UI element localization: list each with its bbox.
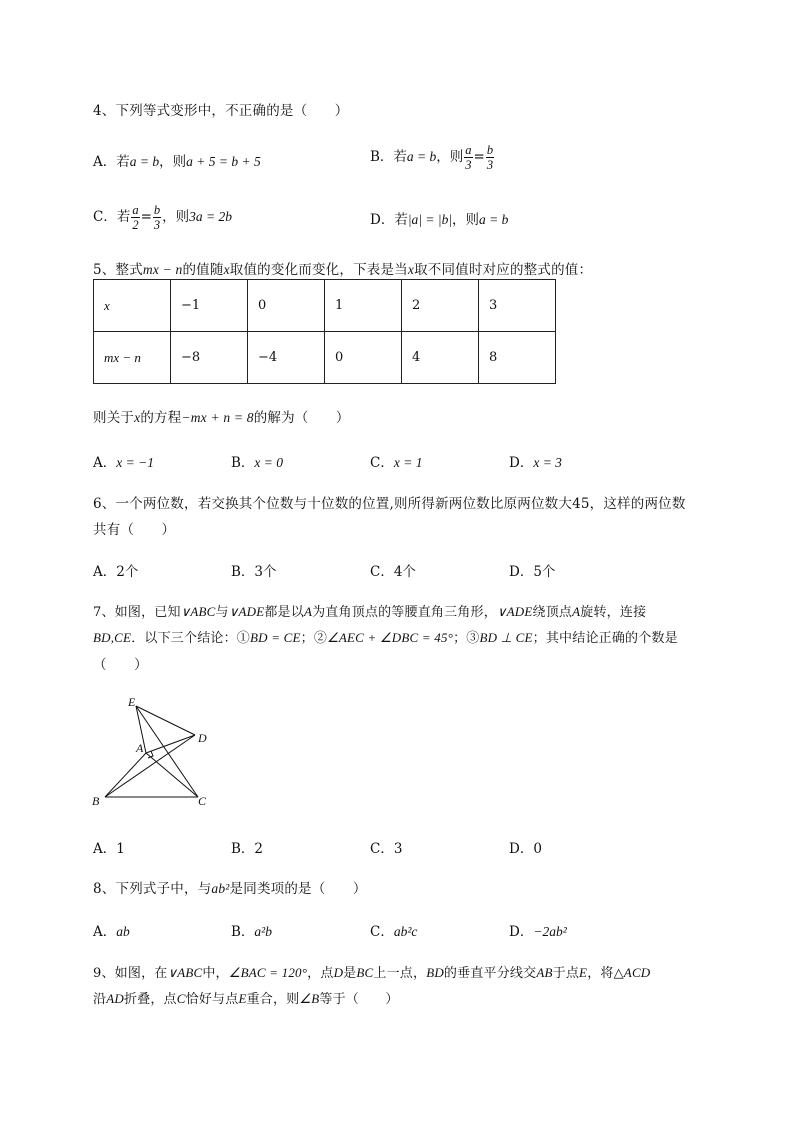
q9-stem-line2: 沿AD折叠，点C恰好与点E重合，则∠B等于（ ） [93, 991, 399, 1007]
value-table [93, 279, 556, 384]
label-D: D [198, 731, 207, 745]
q5-option-c[interactable]: C．x = 1 [370, 455, 423, 471]
table-cell: 8 [479, 332, 556, 384]
table-cell: −4 [248, 332, 325, 384]
q4-stem: 4、下列等式变形中，不正确的是（ ） [93, 103, 349, 119]
table-cell: 0 [325, 332, 402, 384]
table-cell: −8 [171, 332, 248, 384]
q8-stem: 8、下列式子中，与ab²是同类项的是（ ） [93, 881, 367, 897]
q6-option-c[interactable]: C．4个 [370, 564, 416, 580]
q6-option-a[interactable]: A．2个 [93, 564, 139, 580]
q5-option-b[interactable]: B．x = 0 [231, 455, 284, 471]
q5-question: 则关于x的方程−mx + n = 8的解为（ ） [93, 410, 350, 426]
table-cell: 3 [479, 280, 556, 332]
label-E: E [128, 695, 136, 709]
q4-option-d[interactable]: D．若|a| = |b|，则a = b [370, 212, 509, 228]
q7-stem-line1: 7、如图，已知∨ABC与∨ADE都是以A为直角顶点的等腰直角三角形，∨ADE绕顶点A旋转，连接 [93, 604, 647, 620]
label-C: C [198, 794, 207, 808]
q6-option-b[interactable]: B．3个 [231, 564, 277, 580]
table-cell: 0 [248, 280, 325, 332]
table-cell: x [94, 280, 171, 332]
table-cell: −1 [171, 280, 248, 332]
q5-option-d[interactable]: D．x = 3 [509, 455, 562, 471]
segment-BA [105, 753, 146, 797]
table-row [94, 332, 556, 384]
segment-AD [146, 735, 195, 753]
label-B: B [92, 794, 100, 808]
table-cell: 2 [402, 280, 479, 332]
q6-stem-line1: 6、一个两位数，若交换其个位数与十位数的位置,则所得新两位数比原两位数大45，这样的两位数 [93, 496, 686, 512]
triangle-figure [88, 690, 218, 812]
q7-option-d[interactable]: D．0 [509, 841, 542, 857]
q9-stem-line1: 9、如图，在∨ABC中，∠BAC = 120°，点D是BC上一点，BD的垂直平分线交AB于点E，将△ACD [93, 965, 651, 981]
label-A: A [136, 741, 144, 755]
q8-option-d[interactable]: D．−2ab² [509, 924, 567, 940]
q4-option-c[interactable]: C．若 $\frac{a}{2}$ = $\frac{b}{3}$ ，则3a = 2b [93, 203, 233, 232]
fraction: $\frac{a}{3}$ [465, 143, 472, 172]
q4-option-a[interactable]: A．若a = b，则a + 5 = b + 5 [93, 154, 261, 170]
q4-option-b[interactable]: B．若a = b，则 $\frac{a}{3}$ = $\frac{b}{3}$ [370, 143, 494, 172]
q8-option-b[interactable]: B．a²b [231, 924, 272, 940]
q8-option-c[interactable]: C．ab²c [370, 924, 418, 940]
q5-option-a[interactable]: A．x = −1 [93, 455, 154, 471]
fraction: $\frac{a}{2}$ [132, 203, 139, 232]
segment-ED [136, 706, 195, 735]
q7-stem-line3: （ ） [93, 657, 148, 673]
table-cell: 4 [402, 332, 479, 384]
q5-stem: 5、整式mx − n的值随x取值的变化而变化，下表是当x取不同值时对应的整式的值： [93, 262, 593, 278]
fraction: $\frac{b}{3}$ [486, 143, 494, 172]
q7-stem-line2: BD,CE．以下三个结论：①BD = CE；②∠AEC + ∠DBC = 45°；③BD ⊥ CE；其中结论正确的个数是 [93, 630, 678, 646]
table-row [94, 280, 556, 332]
q8-option-a[interactable]: A．ab [93, 924, 130, 940]
q7-option-a[interactable]: A．1 [93, 841, 125, 857]
table-cell: mx − n [94, 332, 171, 384]
q7-option-b[interactable]: B．2 [231, 841, 264, 857]
q6-stem-line2: 共有（ ） [93, 522, 176, 538]
segment-BD [105, 735, 195, 797]
q6-option-d[interactable]: D．5个 [509, 564, 556, 580]
table-cell: 1 [325, 280, 402, 332]
fraction: $\frac{b}{3}$ [153, 203, 161, 232]
q7-option-c[interactable]: C．3 [370, 841, 403, 857]
